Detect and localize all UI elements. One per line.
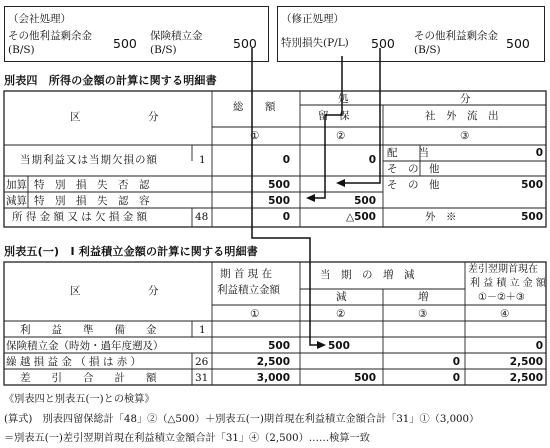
- t4-header-shagai: 社 外 流 出: [425, 110, 499, 122]
- t5-header-sashihiki3: ①－②＋③: [478, 292, 525, 303]
- t4-row3-ryuho: 500: [354, 195, 376, 207]
- t5-header-zou: 増: [418, 291, 429, 303]
- t5-row1-label: 利 益 準 備 金: [20, 324, 157, 336]
- t5-col3: ③: [418, 308, 428, 320]
- t5-row4-c2: 500: [354, 372, 376, 384]
- company-box-left-line2: (B/S): [8, 44, 35, 56]
- t4-header-sougaku-b: 額: [265, 101, 276, 113]
- adjust-box-left-line1: 特別損失(P/L): [281, 37, 349, 49]
- footer-line2: (算式) 別表四留保総計「48」②（△500）＋別表五(一)期首現在利益積立金額合計「31」①（3,000）: [4, 414, 480, 425]
- t4-row1-total: 0: [282, 154, 290, 166]
- t4-row3-label: 特 別 損 失 認 容: [34, 195, 150, 207]
- t5-row3-c4: 2,500: [509, 356, 543, 368]
- t5-row4-c1: 3,000: [256, 372, 290, 384]
- t5-header-gen: 減: [336, 291, 347, 303]
- adjust-box-right-line2: (B/S): [414, 44, 441, 56]
- table4-title: 別表四 所得の金額の計算に関する明細書: [4, 74, 217, 87]
- company-box-title: （会社処理）: [8, 13, 71, 25]
- t5-header-sashihiki1: 差引翌期首現在: [468, 264, 538, 275]
- t4-row4-sonota: 500: [521, 211, 543, 223]
- t5-header-bun: 分: [148, 285, 159, 297]
- t4-header-ryuho: 留 保: [318, 110, 350, 122]
- t5-row2-c4: 0: [535, 340, 543, 352]
- company-box-left-amount: 500: [113, 36, 137, 51]
- adjust-box-right-line1: その他利益剰余金: [414, 30, 498, 42]
- adjust-box-right-amount: 500: [506, 36, 530, 51]
- t4-row1-haitou: 0: [535, 147, 543, 159]
- t5-row4-c4: 2,500: [509, 372, 543, 384]
- t5-col4: ④: [500, 308, 510, 320]
- t4-row1-label: 当期利益又は当期欠損の額: [20, 154, 158, 166]
- t4-col3: ③: [460, 130, 470, 142]
- t4-row3-total: 500: [268, 195, 290, 207]
- t4-col1: ①: [250, 130, 260, 142]
- t4-row2-total: 500: [268, 179, 290, 191]
- company-box-right-line2: (B/S): [150, 44, 177, 56]
- t5-row3-c1: 2,500: [256, 356, 290, 368]
- t5-row3-label: 繰 越 損 益 金 （ 損 は 赤 ）: [6, 356, 142, 368]
- t5-header-sashihiki2: 利 益 積 立 金 額: [470, 278, 546, 289]
- t4-row4-no: 48: [195, 211, 209, 223]
- t4-row4-ryuho: △500: [346, 211, 376, 223]
- t4-row4-total: 0: [282, 211, 290, 223]
- t5-row3-no: 26: [195, 356, 209, 368]
- adjust-box-left-amount: 500: [371, 36, 395, 51]
- t5-row4-label: 差 引 合 計 額: [20, 372, 157, 384]
- t5-header-ku: 区: [70, 285, 81, 297]
- arrowhead-right-icon: [317, 341, 326, 349]
- t4-haitou-label: 配 当: [387, 147, 429, 159]
- t4-row1-ryuho: 0: [368, 154, 376, 166]
- t5-row2-label: 保険積立金（時効・過年度遡及）: [6, 340, 164, 352]
- table5-title: 別表五(一) Ⅰ 利益積立金額の計算に関する明細書: [4, 245, 258, 258]
- t4-row2-sonota-label: そ の 他: [387, 179, 440, 191]
- adjust-box-title: （修正処理）: [281, 13, 344, 25]
- t5-row3-c3: 0: [452, 356, 460, 368]
- footer-line1: 《別表四と別表五(一)との検算》: [4, 394, 155, 405]
- t4-header-sougaku-a: 総: [233, 101, 244, 113]
- t4-row4-gai: 外 ※: [425, 211, 457, 223]
- t4-header-shobun-b: 分: [460, 93, 471, 105]
- t5-row1-no: 1: [199, 324, 206, 336]
- t5-header-kishu2: 利益積立金額: [217, 284, 280, 296]
- t4-header-shobun-a: 処: [338, 93, 349, 105]
- t4-col2: ②: [336, 130, 346, 142]
- company-box-right-line1: 保険積立金: [150, 30, 203, 42]
- t5-row4-c3: 0: [452, 372, 460, 384]
- t5-row2-c1: 500: [268, 340, 290, 352]
- t4-row1-no: 1: [199, 154, 206, 166]
- arrowhead-left-icon: [336, 179, 345, 187]
- company-box-left-line1: その他利益剰余金: [8, 30, 92, 42]
- t4-row2-sonota: 500: [521, 179, 543, 191]
- t4-header-bun: 分: [148, 111, 159, 123]
- t4-sonota-label-1: そ の 他: [387, 163, 440, 175]
- t4-row2-label: 特 別 損 失 否 認: [34, 179, 150, 191]
- arrowhead-left-icon: [306, 194, 315, 202]
- t5-header-zougen: 当 期 の 増 減: [320, 269, 415, 281]
- t5-row2-c2: 500: [328, 340, 350, 352]
- t4-row2-prefix: 加算: [6, 179, 27, 191]
- t4-row4-label: 所 得 金 額 又 は 欠 損 金 額: [12, 211, 148, 223]
- t4-header-ku: 区: [70, 111, 81, 123]
- footer-line3: ＝別表五(一)差引翌期首現在利益積立金額合計「31」④（2,500）……検算一致: [4, 433, 370, 444]
- t5-row4-no: 31: [195, 372, 209, 384]
- t5-col2: ②: [336, 308, 346, 320]
- t4-row3-prefix: 減算: [6, 195, 27, 207]
- t5-col1: ①: [250, 308, 260, 320]
- t5-header-kishu1: 期 首 現 在: [220, 268, 273, 280]
- company-box-right-amount: 500: [233, 36, 257, 51]
